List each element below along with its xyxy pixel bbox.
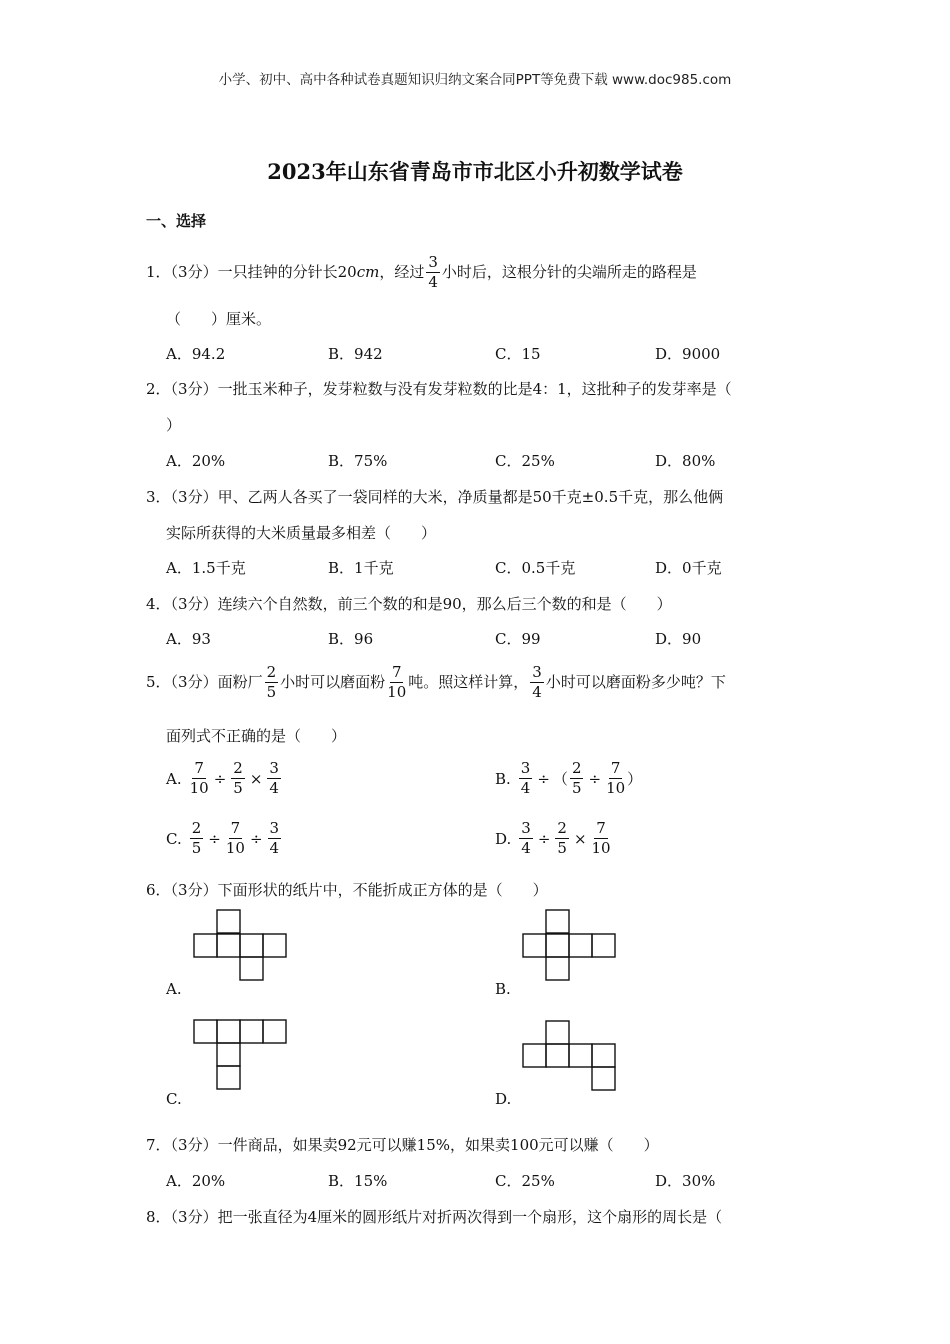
cube-net-c bbox=[190, 1017, 292, 1095]
option-b: B. $\frac{3}{4}$ ÷ （ $\frac{2}{5}$ ÷ $\frac{7}{10}$ ） bbox=[495, 759, 643, 798]
option-a: A．1.5千克 bbox=[166, 559, 246, 577]
fraction: $\frac{3}{4}$ bbox=[428, 253, 438, 292]
question-8: 8．（3分）把一张直径为4厘米的圆形纸片对折两次得到一个扇形，这个扇形的周长是（ bbox=[146, 1208, 723, 1226]
option-c: C．15 bbox=[495, 345, 541, 363]
question-2-line2: ） bbox=[166, 416, 182, 434]
exam-title: 2023年山东省青岛市市北区小升初数学试卷 bbox=[267, 159, 683, 184]
option-d: D．80% bbox=[655, 452, 716, 470]
question-1: 1．（3分）一只挂钟的分针长20cm，经过 $\frac{3}{4}$ 小时后，这根分针的尖端所走的路程是 bbox=[146, 253, 697, 292]
option-c: C．0.5千克 bbox=[495, 559, 576, 577]
cube-net-d bbox=[519, 1017, 621, 1095]
option-b: B．75% bbox=[328, 452, 388, 470]
option-b: B．942 bbox=[328, 345, 383, 363]
option-c: C. $\frac{2}{5}$ ÷ $\frac{7}{10}$ ÷ $\frac{3}{4}$ bbox=[166, 819, 280, 858]
question-3-line2: 实际所获得的大米质量最多相差（ ） bbox=[166, 524, 437, 542]
page-header: 小学、初中、高中各种试卷真题知识归纳文案合同PPT等免费下载 www.doc985.com bbox=[218, 72, 732, 88]
net-label-a: A. bbox=[166, 980, 182, 998]
option-b: B．15% bbox=[328, 1172, 388, 1190]
option-a: A．20% bbox=[166, 1172, 226, 1190]
option-d: D．90 bbox=[655, 630, 702, 648]
net-label-b: B. bbox=[495, 980, 511, 998]
cube-net-a bbox=[190, 908, 292, 986]
option-d: D．30% bbox=[655, 1172, 716, 1190]
fraction: $\frac{7}{10}$ bbox=[387, 663, 407, 702]
question-1-line2: （ ）厘米。 bbox=[166, 310, 272, 328]
option-b: B．96 bbox=[328, 630, 374, 648]
question-3: 3．（3分）甲、乙两人各买了一袋同样的大米，净质量都是50千克±0.5千克，那么他俩 bbox=[146, 488, 724, 506]
fraction: $\frac{2}{5}$ bbox=[266, 663, 277, 702]
option-d: D. $\frac{3}{4}$ ÷ $\frac{2}{5}$ × $\frac{7}{10}$ bbox=[495, 819, 611, 858]
fraction: $\frac{3}{4}$ bbox=[532, 663, 542, 702]
option-a: A．20% bbox=[166, 452, 226, 470]
cube-net-b bbox=[519, 908, 621, 986]
option-c: C．99 bbox=[495, 630, 541, 648]
option-d: D．9000 bbox=[655, 345, 721, 363]
question-4: 4．（3分）连续六个自然数，前三个数的和是90，那么后三个数的和是（ ） bbox=[146, 595, 672, 613]
option-b: B．1千克 bbox=[328, 559, 394, 577]
section-heading: 一、选择 bbox=[146, 212, 207, 230]
question-5-line2: 面列式不正确的是（ ） bbox=[166, 727, 347, 745]
net-label-d: D. bbox=[495, 1090, 512, 1108]
net-label-c: C. bbox=[166, 1090, 182, 1108]
option-c: C．25% bbox=[495, 1172, 555, 1190]
option-a: A．93 bbox=[166, 630, 211, 648]
option-a: A. $\frac{7}{10}$ ÷ $\frac{2}{5}$ × $\frac{3}{4}$ bbox=[166, 759, 279, 798]
question-5: 5．（3分）面粉厂 $\frac{2}{5}$ 小时可以磨面粉 $\frac{7}{10}$ 吨。照这样计算， $\frac{3}{4}$ 小时可以磨面粉多少吨？下 bbox=[146, 663, 726, 702]
question-6: 6．（3分）下面形状的纸片中，不能折成正方体的是（ ） bbox=[146, 881, 548, 899]
option-d: D．0千克 bbox=[655, 559, 722, 577]
option-a: A．94.2 bbox=[166, 345, 226, 363]
question-7: 7．（3分）一件商品，如果卖92元可以赚15%，如果卖100元可以赚（ ） bbox=[146, 1136, 659, 1154]
option-c: C．25% bbox=[495, 452, 555, 470]
question-score: （3分） bbox=[170, 262, 218, 281]
question-2: 2．（3分）一批玉米种子，发芽粒数与没有发芽粒数的比是4：1，这批种子的发芽率是（ bbox=[146, 380, 732, 398]
question-number: 1． bbox=[146, 262, 171, 281]
